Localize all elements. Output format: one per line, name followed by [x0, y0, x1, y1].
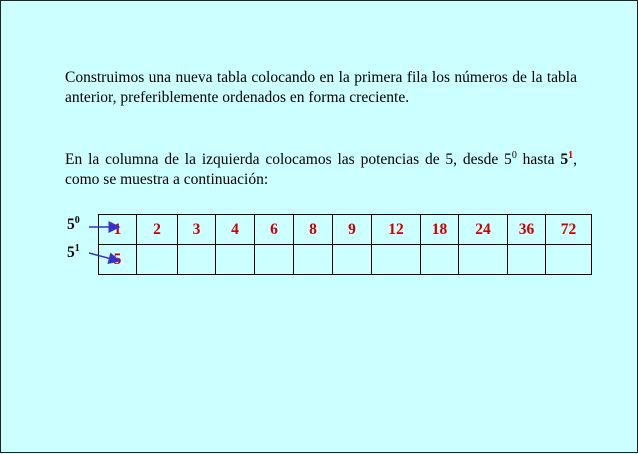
instruction-text-c: , como se muestra a continuación: [65, 151, 577, 188]
arrows-overlay [1, 1, 638, 454]
table-cell: 36 [508, 215, 546, 245]
table-cell: 9 [333, 215, 372, 245]
table-cell: 18 [421, 215, 459, 245]
table-cell: 8 [294, 215, 333, 245]
intro-paragraph: Construimos una nueva tabla colocando en la primera fila los números de la tabla anterior, preferiblemente ordenados en forma creciente. [65, 69, 577, 106]
instruction-text-b: hasta [522, 151, 561, 168]
table-cell: 12 [372, 215, 421, 245]
instruction-sup-one: 1 [568, 149, 574, 161]
table-cell: 6 [255, 215, 294, 245]
row-label-5-pow-0: $5^0$ [67, 215, 80, 234]
table-cell: 72 [546, 215, 592, 245]
table-cell: 24 [459, 215, 508, 245]
row-label-5-pow-1: $5^1$ [67, 243, 80, 262]
table-cell: 4 [216, 215, 255, 245]
arrow-icon [89, 253, 119, 261]
table-cell: 2 [137, 215, 178, 245]
instruction-text-a: En la columna de la izquierda colocamos las potencias de 5, desde 5 [65, 151, 512, 168]
table-cell: 5 [99, 245, 137, 275]
instruction-five: 5 [560, 151, 569, 168]
table-cell: 1 [99, 215, 137, 245]
instruction-sup-zero: 0 [511, 149, 517, 161]
table-cell: 3 [178, 215, 216, 245]
